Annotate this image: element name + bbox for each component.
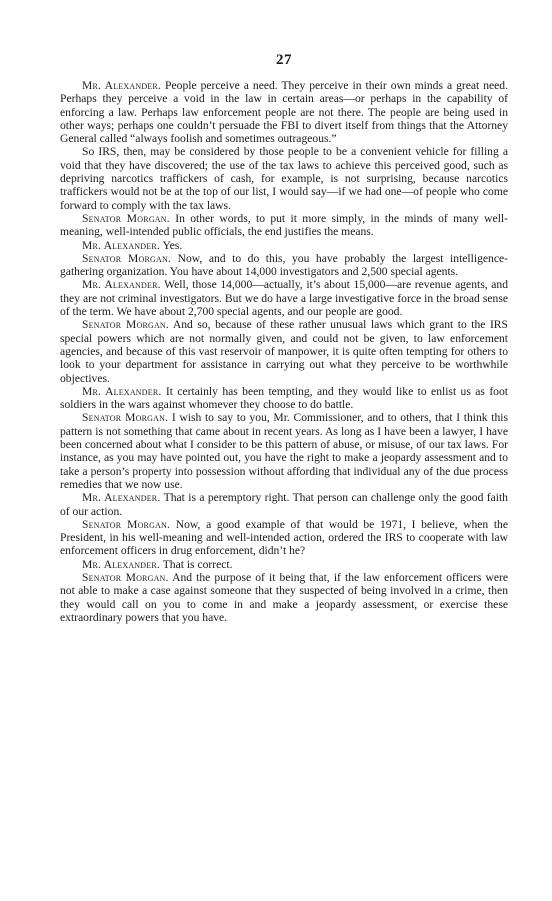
paragraph-text: In other words, to put it more simply, in the minds of many well-meaning, well-intended public officials, the end justifies the means.: [60, 211, 508, 239]
paragraph: [60, 145, 508, 211]
paragraph: [60, 385, 508, 412]
paragraph: [60, 212, 508, 239]
paragraph: [60, 411, 508, 491]
speaker-name: Senator Morgan.: [82, 517, 171, 531]
speaker-name: Senator Morgan.: [82, 318, 170, 332]
speaker-name: Senator Morgan.: [82, 570, 169, 584]
paragraph-text: I wish to say to you, Mr. Commissioner, and to others, that I think this pattern is not something that came about in recent years. As long as I have been a lawyer, I have been concerned about what I consider to be this pattern of abuse, or misuse, of our tax laws. For instance, as you may have pointed out, you have the right to make a jeopardy assessment and to take a person’s property into possession without affording that individual any of the due process remedies that we now use.: [60, 411, 508, 491]
paragraph-text: Now, a good example of that would be 1971, I believe, when the President, in his well-meaning and well-intended action, ordered the IRS to cooperate with law enforcement officers in drug enforcement, didn’t he?: [60, 517, 509, 558]
paragraph: [60, 518, 508, 558]
speaker-name: Mr. Alexander.: [82, 491, 161, 505]
paragraph-text: Well, those 14,000—actually, it’s about 15,000—are revenue agents, and they are not criminal investigators. But we do have a large investigative force in the broad sense of the term. We have about 2,700 special agents, and our people are good.: [60, 278, 508, 319]
page-number: 27: [276, 52, 292, 68]
paragraph: [60, 491, 508, 518]
paragraph: [60, 571, 508, 624]
speaker-name: Mr. Alexander.: [82, 384, 162, 398]
paragraph-text: And the purpose of it being that, if the law enforcement officers were not able to make a case against someone that they suspected of being involved in a crime, then they would call on you to come in and make a jeopardy assessment, or exercise these extraordinary powers that you have.: [60, 570, 508, 624]
paragraph-text: It certainly has been tempting, and they would like to enlist us as foot soldiers in the wars against whomever they choose to do battle.: [60, 384, 508, 412]
paragraph-text: So IRS, then, may be considered by those people to be a convenient vehicle for filling a void that they have discovered; the use of the tax laws to achieve this perceived good, such as depriving narcotics traffickers of cash, for example, is not surprising, because narcotics traffickers would not be at the top of our list, I would say—if we had one—of people who come forward to comply with the tax laws.: [60, 145, 508, 212]
paragraph: [60, 252, 508, 279]
paragraph: [60, 318, 508, 384]
document-page: [60, 52, 508, 624]
paragraph: [60, 558, 508, 571]
paragraph-text: People perceive a need. They perceive in their own minds a great need. Perhaps they perceive a void in the law in certain areas—or perhaps in the capability of enforcing a law. Perhaps law enforcement people are not there. The people are being used in other ways; perhaps one couldn’t persuade the FBI to divert itself from things that the Attorney General called “always foolish and sometimes outrageous.”: [60, 79, 509, 146]
speaker-name: Mr. Alexander.: [82, 238, 160, 252]
paragraph: [60, 79, 508, 145]
paragraph: [60, 239, 508, 252]
paragraph-text: Yes.: [162, 238, 183, 252]
paragraph: [60, 278, 508, 318]
speaker-name: Mr. Alexander.: [82, 79, 162, 92]
speaker-name: Senator Morgan.: [82, 251, 172, 265]
speaker-name: Senator Morgan.: [82, 411, 169, 425]
paragraph-text: And so, because of these rather unusual laws which grant to the IRS special powers which are not normally given, and could not be given, to law enforcement agencies, and because of this vast reservoir of manpower, it is quite often tempting for others to look to your department for assistance in carrying out what they perceive to be worthwhile objectives.: [60, 318, 508, 385]
speaker-name: Mr. Alexander.: [82, 557, 160, 571]
paragraph-text: Now, and to do this, you have probably the largest intelligence-gathering organization. You have about 14,000 investigators and 2,500 special agents.: [60, 251, 508, 279]
paragraph-text: That is a peremptory right. That person can challenge only the good faith of our action.: [60, 491, 508, 518]
paragraph-text: That is correct.: [162, 557, 233, 571]
speaker-name: Senator Morgan.: [82, 211, 170, 225]
speaker-name: Mr. Alexander.: [82, 278, 161, 292]
